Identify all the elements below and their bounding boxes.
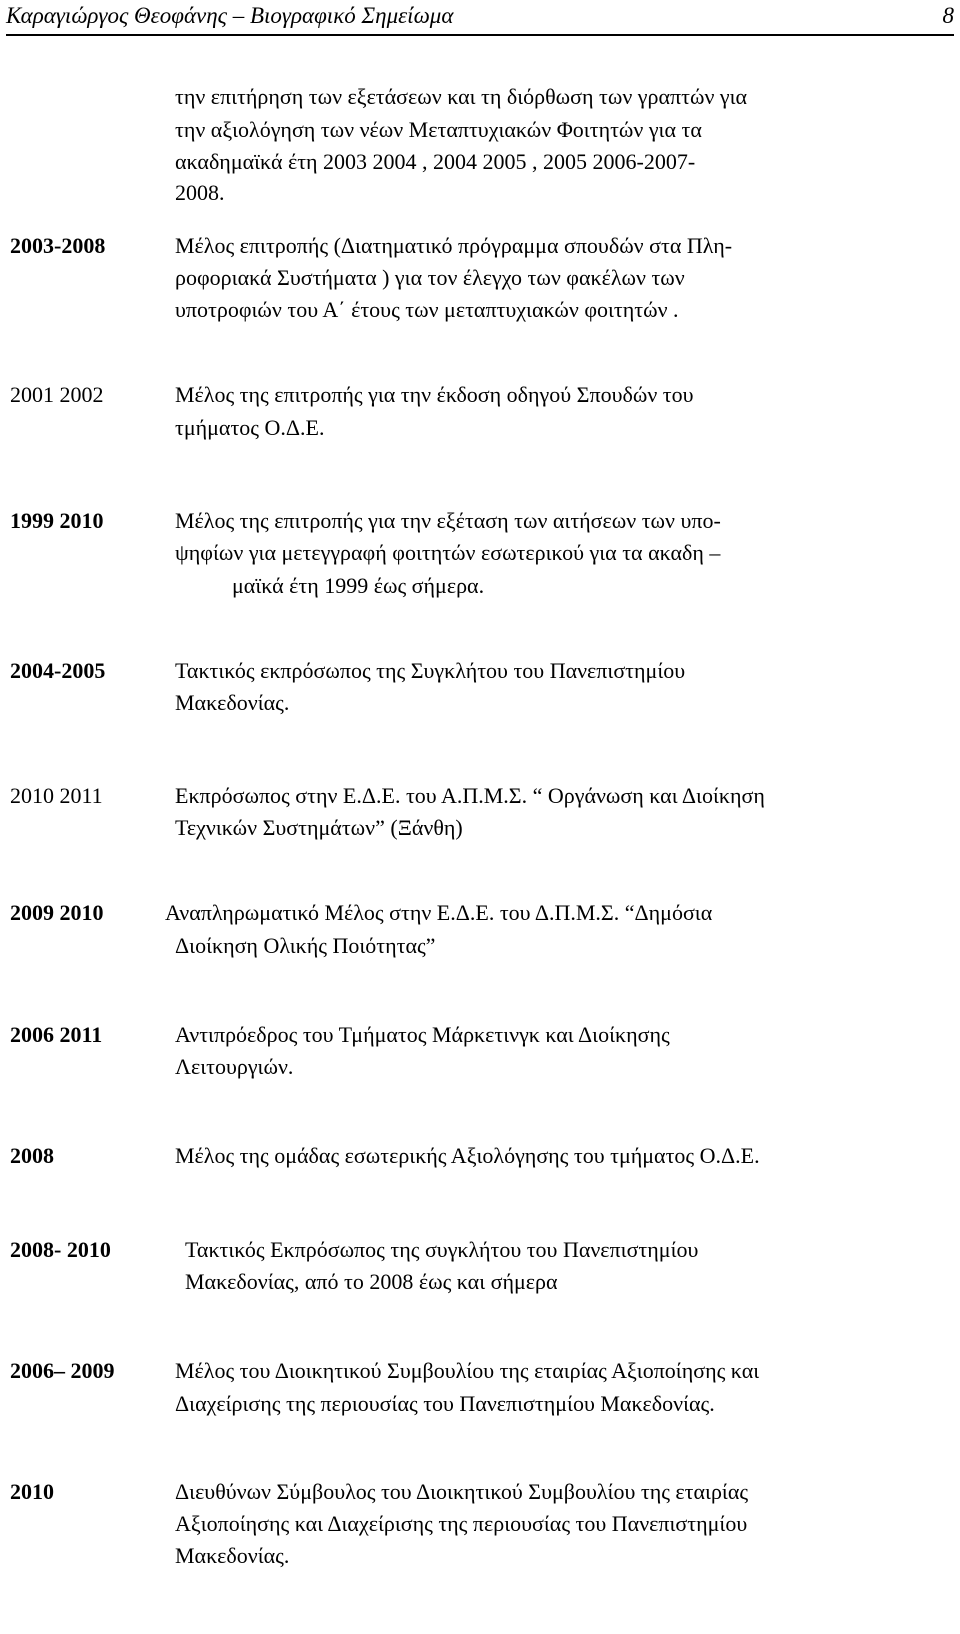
intro-line: την αξιολόγηση των νέων Μεταπτυχιακών Φοιτητών για τα — [175, 117, 702, 142]
entry-period: 2008- 2010 — [10, 1237, 111, 1262]
entry-line: Τακτικός εκπρόσωπος της Συγκλήτου του Πανεπιστημίου — [175, 658, 686, 683]
page-number: 8 — [942, 3, 954, 28]
entry-line: Μέλος του Διοικητικού Συμβουλίου της εταιρίας Αξιοποίησης και — [175, 1358, 760, 1383]
entry-line: Μακεδονίας. — [175, 1543, 290, 1568]
entry-period: 2008 — [10, 1143, 54, 1168]
entry-line: Αξιοποίησης και Διαχείρισης της περιουσίας του Πανεπιστημίου — [175, 1511, 748, 1536]
entry-period: 2010 2011 — [10, 783, 103, 808]
entry-line: Εκπρόσωπος στην Ε.Δ.Ε. του Α.Π.Μ.Σ. “ Οργάνωση και Διοίκηση — [175, 783, 765, 808]
entry-line: Μακεδονίας. — [175, 690, 290, 715]
entry-line: Αντιπρόεδρος του Τμήματος Μάρκετινγκ και Διοίκησης — [175, 1022, 670, 1047]
entry-period: 2010 — [10, 1479, 54, 1504]
entry-line: Λειτουργιών. — [175, 1054, 294, 1079]
entry-line: Μέλος της ομάδας εσωτερικής Αξιολόγησης του τμήματος Ο.Δ.Ε. — [175, 1143, 760, 1168]
entry-line: Διοίκηση Ολικής Ποιότητας” — [175, 933, 436, 958]
entry-line: μαϊκά έτη 1999 έως σήμερα. — [232, 573, 485, 598]
entry-period: 2009 2010 — [10, 900, 104, 925]
entry-line: τμήματος Ο.Δ.Ε. — [175, 415, 325, 440]
entry-line: ψηφίων για μετεγγραφή φοιτητών εσωτερικού για τα ακαδη – — [175, 540, 721, 565]
entry-line: ροφοριακά Συστήματα ) για τον έλεγχο των φακέλων των — [175, 265, 685, 290]
entry-period: 2003-2008 — [10, 233, 106, 258]
entry-period: 1999 2010 — [10, 508, 104, 533]
entry-period: 2001 2002 — [10, 382, 104, 407]
entry-period: 2004-2005 — [10, 658, 106, 683]
page-header — [6, 0, 954, 36]
entry-line: Αναπληρωματικό Μέλος στην Ε.Δ.Ε. του Δ.Π.Μ.Σ. “Δημόσια — [165, 900, 713, 925]
intro-line: ακαδημαϊκά έτη 2003 2004 , 2004 2005 , 2005 2006-2007- — [175, 149, 696, 174]
entry-line: Μέλος επιτροπής (Διατηματικό πρόγραμμα σπουδών στα Πλη- — [175, 233, 733, 258]
intro-line: 2008. — [175, 180, 225, 205]
entry-line: υποτροφιών του Α΄ έτους των μεταπτυχιακών φοιτητών . — [175, 297, 679, 322]
entry-period: 2006– 2009 — [10, 1358, 115, 1383]
entry-line: Διευθύνων Σύμβουλος του Διοικητικού Συμβουλίου της εταιρίας — [175, 1479, 749, 1504]
entry-line: Τεχνικών Συστημάτων” (Ξάνθη) — [175, 815, 463, 840]
entry-line: Μέλος της επιτροπής για την έκδοση οδηγού Σπουδών του — [175, 382, 694, 407]
entry-line: Μέλος της επιτροπής για την εξέταση των αιτήσεων των υπο- — [175, 508, 721, 533]
entry-period: 2006 2011 — [10, 1022, 103, 1047]
intro-line: την επιτήρηση των εξετάσεων και τη διόρθωση των γραπτών για — [175, 84, 748, 109]
header-title: Καραγιώργος Θεοφάνης – Βιογραφικό Σημείωμα — [6, 3, 454, 28]
entry-line: Διαχείρισης της περιουσίας του Πανεπιστημίου Μακεδονίας. — [175, 1391, 715, 1416]
entry-line: Τακτικός Εκπρόσωπος της συγκλήτου του Πανεπιστημίου — [185, 1237, 699, 1262]
entry-line: Μακεδονίας, από το 2008 έως και σήμερα — [185, 1269, 558, 1294]
